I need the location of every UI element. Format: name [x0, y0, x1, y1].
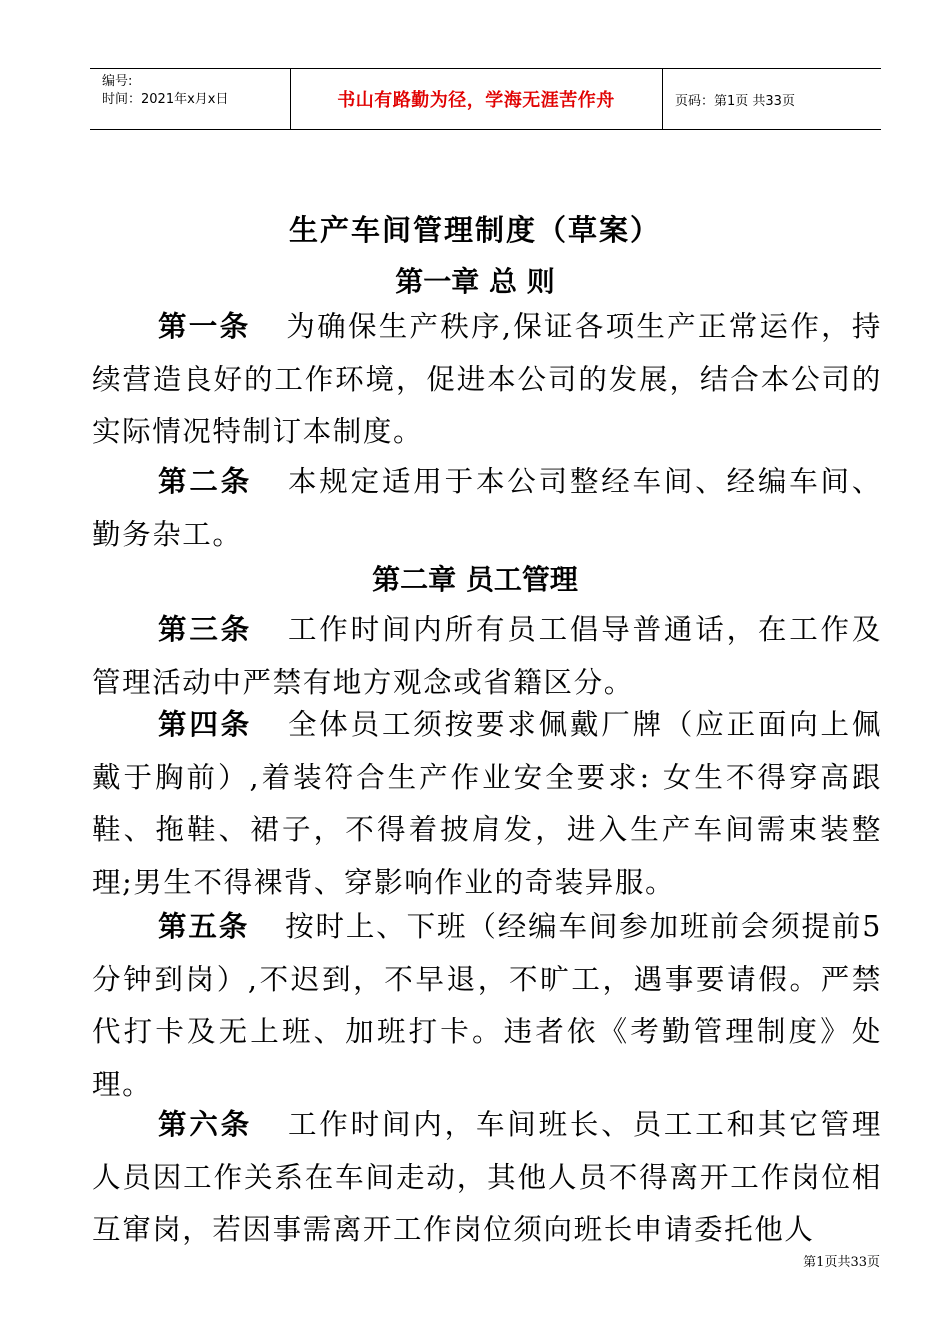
document-title: 生产车间管理制度（草案） — [288, 213, 661, 247]
chapter-heading-1: 第一章 总 则 — [395, 265, 555, 298]
page-header — [90, 68, 881, 130]
page-number-label: 页码：第1页 共33页 — [675, 93, 795, 109]
article-label: 第四条 — [158, 707, 252, 741]
time-label: 时间：2021年x月x日 — [102, 92, 229, 107]
article-label: 第二条 — [158, 464, 252, 498]
header-motto-cell — [290, 69, 663, 129]
article-3 — [92, 603, 882, 709]
article-text: 全体员工须按要求佩戴厂牌（应正面向上佩戴于胸前）,着装符合生产作业安全要求: 女生不得穿高跟鞋、拖鞋、裙子，不得着披肩发，进入生产车间需束装整理;男生不得裸背、穿影响作业的奇装异服。 — [92, 708, 882, 899]
article-label: 第六条 — [158, 1107, 252, 1141]
article-2 — [92, 455, 882, 561]
article-text: 按时上、下班（经编车间参加班前会须提前5分钟到岗）,不迟到，不早退，不旷工，遇事要请假。严禁代打卡及无上班、加班打卡。违者依《考勤管理制度》处理。 — [92, 910, 882, 1101]
page-footer: 第1页共33页 — [803, 1255, 880, 1270]
article-4 — [92, 698, 882, 909]
article-1 — [92, 300, 882, 459]
article-label: 第一条 — [158, 309, 251, 343]
number-label: 编号: — [102, 74, 133, 89]
header-motto: 书山有路勤为径，学海无涯苦作舟 — [337, 90, 615, 111]
chapter-heading-2: 第二章 员工管理 — [372, 563, 578, 596]
article-text: 本规定适用于本公司整经车间、经编车间、勤务杂工。 — [92, 465, 882, 551]
article-label: 第五条 — [158, 909, 250, 943]
article-text: 为确保生产秩序,保证各项生产正常运作，持续营造良好的工作环境，促进本公司的发展，结合本公司的实际情况特制订本制度。 — [92, 310, 882, 448]
header-meta — [90, 69, 291, 129]
article-label: 第三条 — [158, 612, 252, 646]
header-page-cell — [663, 69, 881, 129]
article-6 — [92, 1098, 882, 1257]
article-5 — [92, 900, 882, 1111]
article-text: 工作时间内，车间班长、员工工和其它管理人员因工作关系在车间走动，其他人员不得离开工作岗位相互窜岗，若因事需离开工作岗位须向班长申请委托他人 — [92, 1108, 882, 1246]
article-text: 工作时间内所有员工倡导普通话，在工作及管理活动中严禁有地方观念或省籍区分。 — [92, 613, 882, 699]
